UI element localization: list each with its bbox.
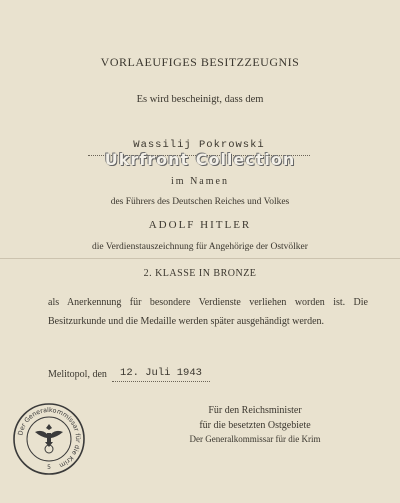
seal-number: 5 — [47, 464, 51, 471]
in-name-line: im Namen — [171, 176, 229, 187]
place-label: Melitopol, den — [48, 369, 107, 380]
watermark-text: Ukrfront Collection — [104, 150, 296, 169]
official-seal-stamp — [12, 402, 86, 476]
award-class: 2. KLASSE IN BRONZE — [143, 268, 257, 279]
signature-line-3: Der Generalkommissar für die Krim — [189, 434, 321, 444]
body-paragraph: als Anerkennung für besondere Verdienste verliehen worden ist. Die Besitzurkunde und die Medaille werden später ausgehändigt werden. — [48, 297, 368, 327]
signature-line-1: Für den Reichsminister — [208, 405, 302, 416]
intro-line: Es wird bescheinigt, dass dem — [136, 94, 264, 105]
date-dotted-line — [112, 381, 210, 382]
seal-text: Der Generalkommissar für die Krim — [16, 405, 83, 470]
signature-line-2: für die besetzten Ostgebiete — [199, 420, 311, 431]
award-line: die Verdienstauszeichnung für Angehörige der Ostvölker — [92, 242, 308, 252]
date-value: 12. Juli 1943 — [120, 367, 202, 379]
paper-fold — [0, 258, 400, 259]
document-title: VORLAEUFIGES BESITZZEUGNIS — [100, 55, 300, 69]
leader-name: ADOLF HITLER — [148, 219, 252, 231]
eagle-icon — [35, 424, 63, 453]
recipient-name: Wassilij Pokrowski — [133, 139, 265, 151]
authority-line: des Führers des Deutschen Reiches und Volkes — [110, 197, 290, 207]
